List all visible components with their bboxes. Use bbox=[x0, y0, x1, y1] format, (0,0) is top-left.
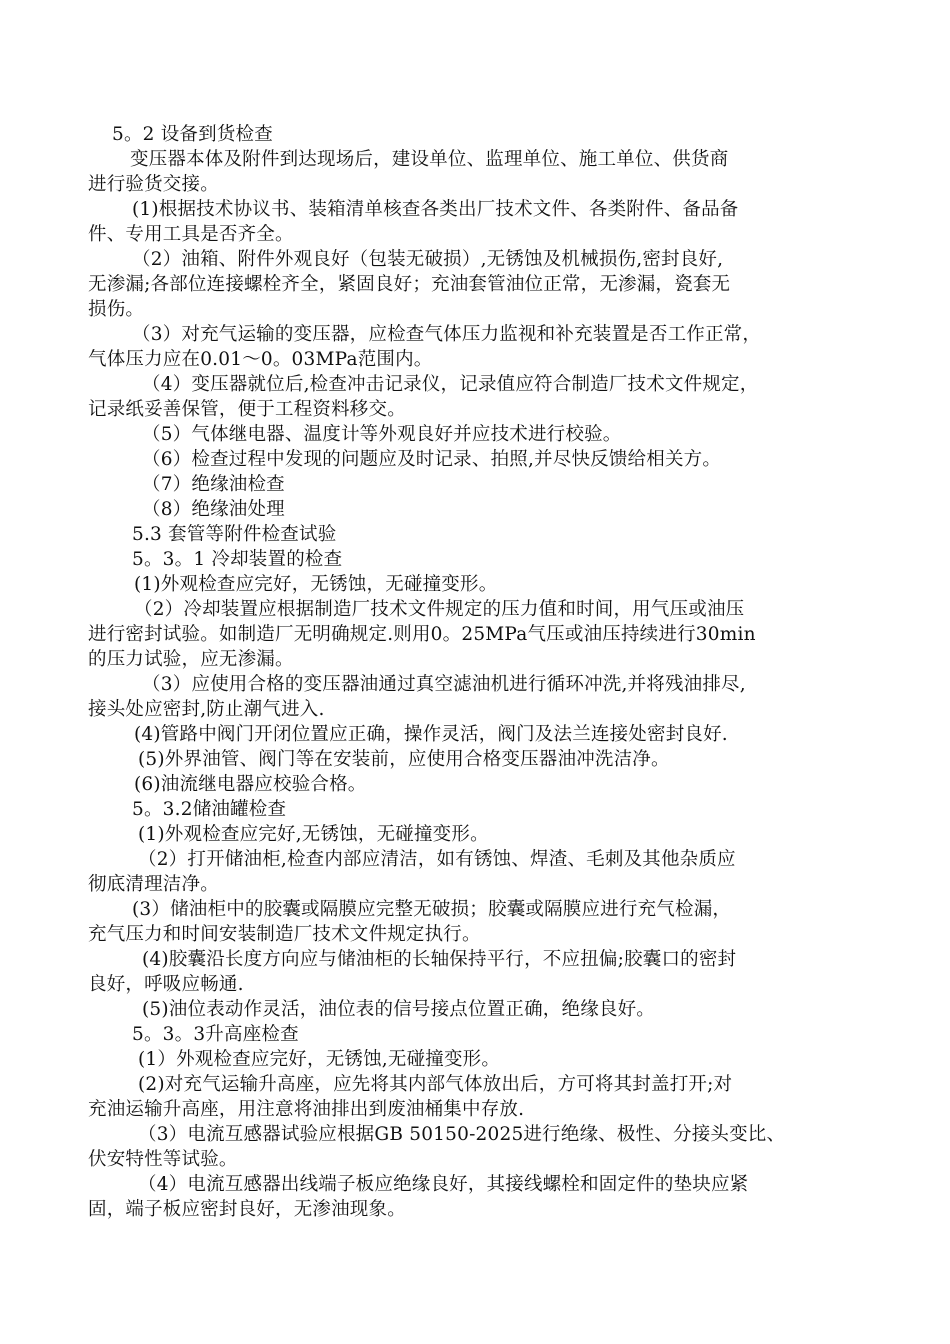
paragraph-line: （3）电流互感器试验应根据GB 50150-2025进行绝缘、极性、分接头变比、 bbox=[138, 1124, 786, 1145]
paragraph-line: (4)胶囊沿长度方向应与储油柜的长轴保持平行，不应扭偏;胶囊口的密封 bbox=[142, 949, 737, 970]
section-heading-5-3: 5.3 套管等附件检查试验 bbox=[132, 524, 337, 545]
paragraph-line: (3）储油柜中的胶囊或隔膜应完整无破损；胶囊或隔膜应进行充气检漏， bbox=[132, 899, 732, 920]
paragraph-line: (1）外观检查应完好，无锈蚀,无碰撞变形。 bbox=[138, 1049, 501, 1070]
paragraph-line: 充油运输升高座，用注意将油排出到废油桶集中存放. bbox=[88, 1099, 525, 1120]
paragraph-line: 件、专用工具是否齐全。 bbox=[88, 224, 294, 245]
paragraph-line: (6)油流继电器应校验合格。 bbox=[134, 774, 367, 795]
paragraph-line: 无渗漏;各部位连接螺栓齐全，紧固良好；充油套管油位正常，无渗漏，瓷套无 bbox=[88, 274, 731, 295]
paragraph-line: （2）冷却装置应根据制造厂技术文件规定的压力值和时间，用气压或油压 bbox=[134, 599, 745, 620]
paragraph-line: 充气压力和时间安装制造厂技术文件规定执行。 bbox=[88, 924, 481, 945]
paragraph-line: （8）绝缘油处理 bbox=[142, 499, 285, 520]
paragraph-line: (5)外界油管、阀门等在安装前，应使用合格变压器油冲洗洁净。 bbox=[138, 749, 670, 770]
paragraph-line: (4)管路中阀门开闭位置应正确，操作灵活，阀门及法兰连接处密封良好. bbox=[134, 724, 728, 745]
paragraph-line: 气体压力应在0.01～0。03MPa范围内。 bbox=[88, 349, 433, 370]
paragraph-line: （2）打开储油柜,检查内部应清洁，如有锈蚀、焊渣、毛刺及其他杂质应 bbox=[138, 849, 736, 870]
paragraph-line: 的压力试验，应无渗漏。 bbox=[88, 649, 294, 670]
paragraph-line: 接头处应密封,防止潮气进入. bbox=[88, 699, 325, 720]
paragraph-line: 伏安特性等试验。 bbox=[88, 1149, 238, 1170]
paragraph-line: （3）对充气运输的变压器，应检查气体压力监视和补充装置是否工作正常， bbox=[132, 324, 762, 345]
section-heading-5-3-1: 5。3。1 冷却装置的检查 bbox=[132, 549, 343, 570]
paragraph-line: 进行验货交接。 bbox=[88, 174, 219, 195]
paragraph-line: （6）检查过程中发现的问题应及时记录、拍照,并尽快反馈给相关方。 bbox=[142, 449, 722, 470]
paragraph-line: （3）应使用合格的变压器油通过真空滤油机进行循环冲洗,并将残油排尽, bbox=[142, 674, 746, 695]
section-heading-5-2: 5。2 设备到货检查 bbox=[112, 124, 273, 145]
paragraph-line: 记录纸妥善保管，便于工程资料移交。 bbox=[88, 399, 406, 420]
paragraph-line: （2）油箱、附件外观良好（包装无破损）,无锈蚀及机械损伤,密封良好, bbox=[132, 249, 724, 270]
paragraph-line: (5)油位表动作灵活，油位表的信号接点位置正确，绝缘良好。 bbox=[142, 999, 656, 1020]
paragraph-line: 固，端子板应密封良好，无渗油现象。 bbox=[88, 1199, 406, 1220]
section-heading-5-3-3: 5。3。3升高座检查 bbox=[132, 1024, 299, 1045]
paragraph-line: （4）变压器就位后,检查冲击记录仪，记录值应符合制造厂技术文件规定， bbox=[142, 374, 759, 395]
document-body bbox=[88, 122, 872, 1222]
paragraph-line: 彻底清理洁净。 bbox=[88, 874, 219, 895]
paragraph-line: （7）绝缘油检查 bbox=[142, 474, 285, 495]
paragraph-line: 变压器本体及附件到达现场后，建设单位、监理单位、施工单位、供货商 bbox=[130, 149, 729, 170]
section-heading-5-3-2: 5。3.2储油罐检查 bbox=[132, 799, 287, 820]
paragraph-line: (1)根据技术协议书、装箱清单核查各类出厂技术文件、各类附件、备品备 bbox=[132, 199, 739, 220]
paragraph-line: 良好，呼吸应畅通. bbox=[88, 974, 244, 995]
paragraph-line: (2)对充气运输升高座，应先将其内部气体放出后，方可将其封盖打开;对 bbox=[138, 1074, 733, 1095]
paragraph-line: （5）气体继电器、温度计等外观良好并应技术进行校验。 bbox=[142, 424, 622, 445]
paragraph-line: 损伤。 bbox=[88, 299, 145, 320]
paragraph-line: （4）电流互感器出线端子板应绝缘良好，其接线螺栓和固定件的垫块应紧 bbox=[138, 1174, 749, 1195]
paragraph-line: 进行密封试验。如制造厂无明确规定.则用0。25MPa气压或油压持续进行30min bbox=[88, 624, 756, 645]
paragraph-line: (1)外观检查应完好,无锈蚀，无碰撞变形。 bbox=[138, 824, 489, 845]
paragraph-line: (1)外观检查应完好，无锈蚀，无碰撞变形。 bbox=[134, 574, 498, 595]
